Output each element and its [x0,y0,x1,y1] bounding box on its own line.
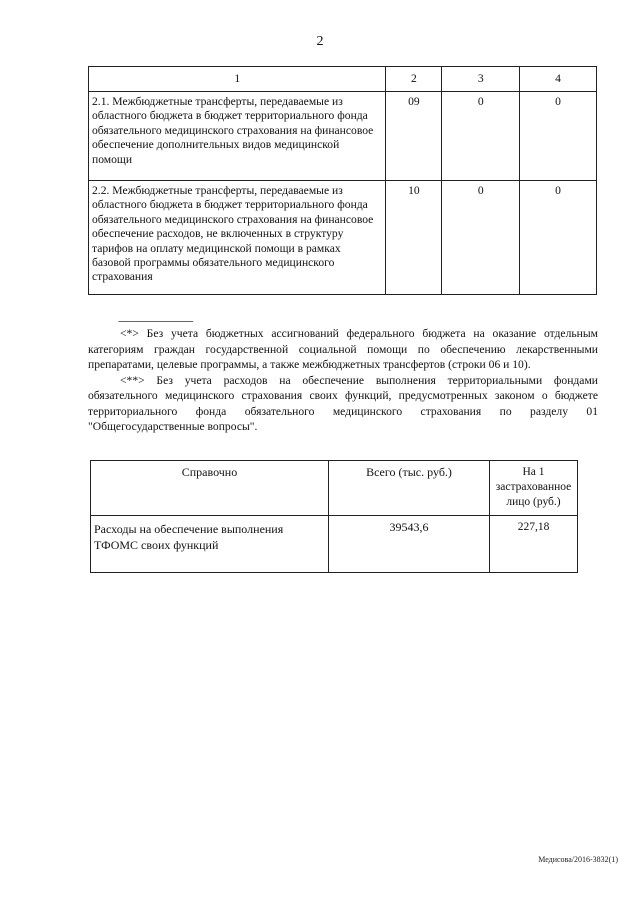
main-table [88,66,597,295]
header-col-1: 1 [89,67,386,92]
footnotes [88,326,598,435]
reference-header-row [91,461,578,516]
row-description: 2.1. Межбюджетные трансферты, передаваемые из областного бюджета в бюджет территориального фонда обязательного медицинского страхования на финансовое обеспечение дополнительных видов медицинской помощи [89,92,386,181]
reference-table [90,460,578,573]
table-row [89,92,597,181]
footer-document-reference: Медисова/2016-3832(1) [538,855,618,864]
reference-row-label: Расходы на обеспечение выполнения ТФОМС своих функций [91,516,329,573]
reference-row-total: 39543,6 [329,516,490,573]
row-value-col4: 0 [520,181,597,295]
footnote-2: <**> Без учета расходов на обеспечение выполнения территориальными фондами обязательного медицинского страхования своих функций, предусмотренных законом о бюджете территориального фонда обязательного медицинского страхования по разделу 01 "Общегосударственные вопросы". [88,373,598,433]
row-value-col3: 0 [442,181,520,295]
row-value-col3: 0 [442,92,520,181]
table-row [91,516,578,573]
reference-header-per-person: На 1 застрахованное лицо (руб.) [490,461,578,516]
reference-header-total: Всего (тыс. руб.) [329,461,490,516]
reference-header-label: Справочно [91,461,329,516]
header-col-4: 4 [520,67,597,92]
footnote-1: <*> Без учета бюджетных ассигнований федерального бюджета на оказание отдельным категориям граждан государственной социальной помощи по обеспечению лекарственными препаратами, целевые программы, а также межбюджетных трансфертов (строки 06 и 10). [88,327,598,371]
reference-row-per-person: 227,18 [490,516,578,573]
table-row [89,181,597,295]
footnote-separator: -------------------------------- [118,316,193,327]
row-code: 09 [386,92,442,181]
row-code: 10 [386,181,442,295]
header-col-3: 3 [442,67,520,92]
row-description: 2.2. Межбюджетные трансферты, передаваемые из областного бюджета в бюджет территориального фонда обязательного медицинского страхования на финансовое обеспечение расходов, не включенных в структуру тарифов на оплату медицинской помощи в рамках базовой программы обязательного медицинского страхования [89,181,386,295]
page-number: 2 [316,34,324,49]
header-col-2: 2 [386,67,442,92]
row-value-col4: 0 [520,92,597,181]
table-header-row [89,67,597,92]
